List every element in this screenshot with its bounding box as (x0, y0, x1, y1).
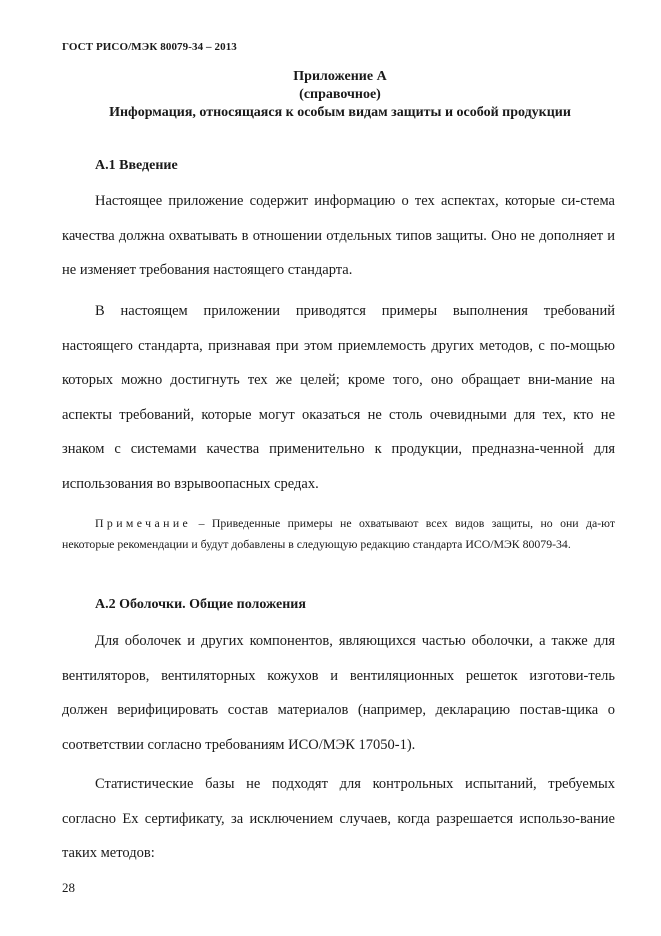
section-a1-heading: А.1 Введение (95, 158, 178, 173)
note-text: – Приведенные примеры не охватывают всех видов защиты, но они да-ют некоторые рекомендации и будут добавлены в следующую редакцию стандарта ИСО/МЭК 80079-34. (62, 516, 615, 551)
page-number: 28 (62, 880, 75, 895)
note-label: Примечание (95, 516, 192, 530)
section-a1-paragraph-1: Настоящее приложение содержит информацию о тех аспектах, которые си-стема качества должна охватывать в отношении отдельных типов защиты. Оно не дополняет и не изменяет требования настоящего стандарта. (62, 193, 615, 278)
section-a2-paragraph-2: Статистические базы не подходят для контрольных испытаний, требуемых согласно Ex сертификату, за исключением случаев, когда разрешается использо-вание таких методов: (62, 776, 615, 861)
appendix-status: (справочное) (299, 87, 381, 102)
section-a2-paragraph-1: Для оболочек и других компонентов, являющихся частью оболочки, а также для вентиляторов, вентиляторных кожухов и вентиляционных решеток изготови-тель должен верифицировать состав материалов (например, декларацию постав-щика о соответствии согласно требованиям ИСО/МЭК 17050-1). (62, 633, 615, 753)
section-a1-note (62, 513, 615, 555)
appendix-subject: Информация, относящаяся к особым видам защиты и особой продукции (109, 105, 571, 120)
section-a1-paragraph-2: В настоящем приложении приводятся примеры выполнения требований настоящего стандарта, признавая при этом приемлемость других методов, с по-мощью которых можно достигнуть тех же целей; кроме того, оно обращает вни-мание на аспекты требований, которые могут оказаться не столь очевидными для тех, кто не знаком с системами качества применительно к продукции, предназна-ченной для использования во взрывоопасных средах. (62, 303, 615, 492)
section-a2-heading: А.2 Оболочки. Общие положения (95, 597, 306, 612)
appendix-title: Приложение А (293, 69, 387, 84)
document-header: ГОСТ РИСО/МЭК 80079-34 – 2013 (62, 41, 237, 53)
